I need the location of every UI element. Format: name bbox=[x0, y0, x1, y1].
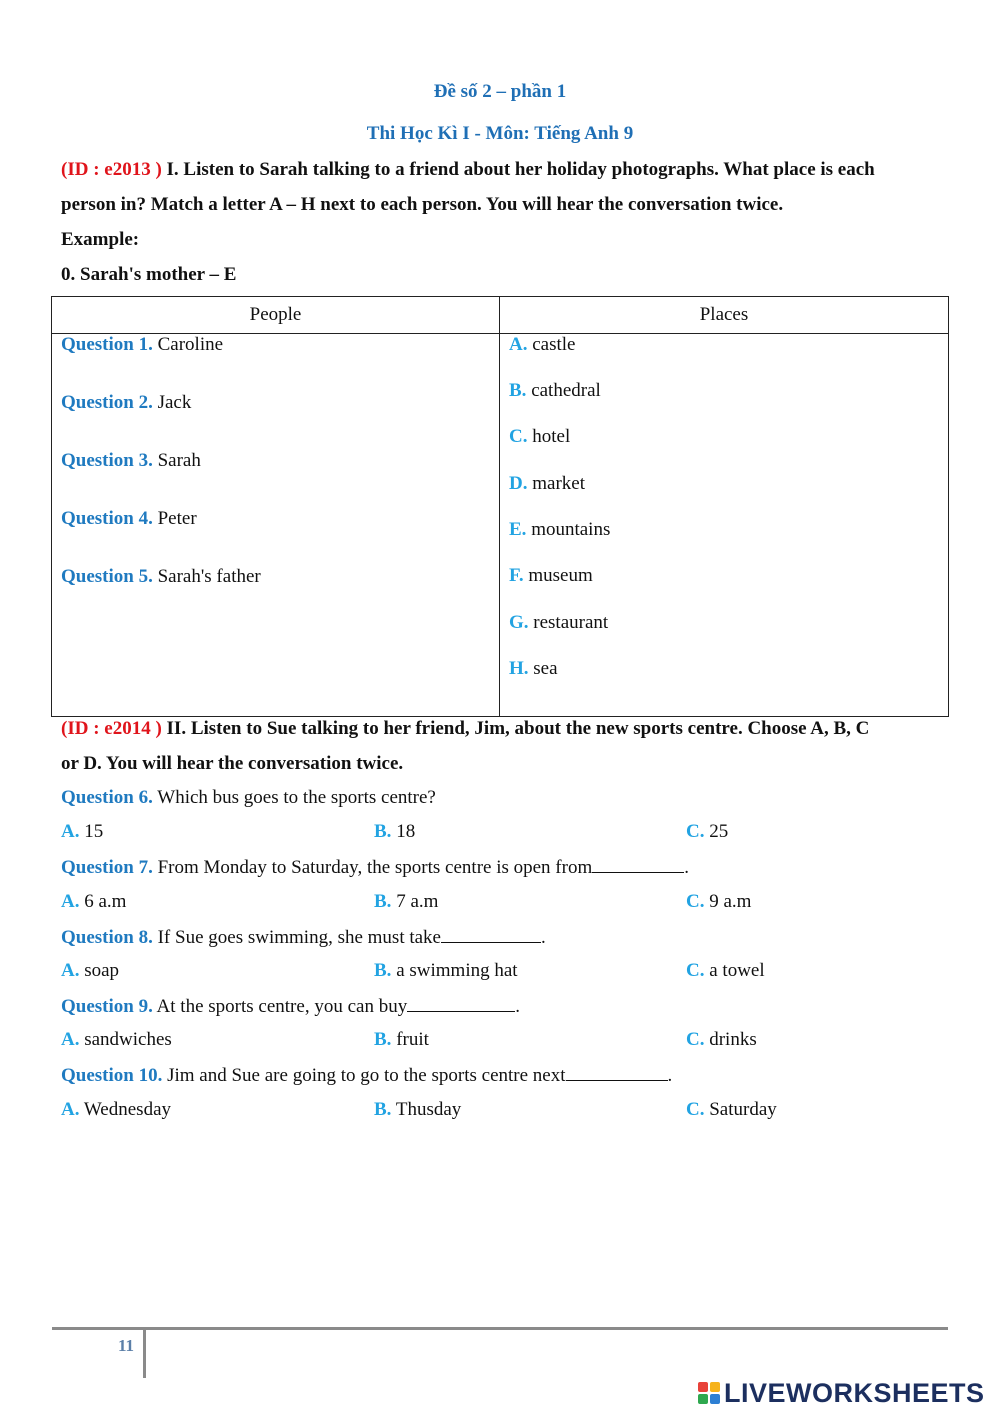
option-letter: B. bbox=[374, 1099, 392, 1120]
place-name: sea bbox=[528, 658, 558, 679]
answer-option[interactable] bbox=[374, 960, 518, 982]
place-item bbox=[509, 565, 593, 587]
answer-blank[interactable] bbox=[566, 1064, 668, 1081]
question-label: Question 7. bbox=[61, 857, 153, 878]
option-text: soap bbox=[79, 960, 120, 981]
section2-instruction-line2: or D. You will hear the conversation twice. bbox=[61, 753, 404, 774]
place-letter: A. bbox=[509, 334, 528, 355]
logo-icon bbox=[698, 1382, 720, 1404]
answer-option[interactable] bbox=[686, 960, 765, 982]
place-item bbox=[509, 380, 601, 402]
question-8 bbox=[61, 926, 546, 949]
answer-option[interactable] bbox=[61, 1029, 172, 1051]
option-text: 7 a.m bbox=[391, 891, 439, 912]
question-label: Question 6. bbox=[61, 787, 153, 808]
person-name: Peter bbox=[152, 508, 197, 529]
place-letter: B. bbox=[509, 380, 527, 401]
answer-option[interactable] bbox=[61, 960, 119, 982]
option-letter: B. bbox=[374, 1029, 392, 1050]
place-letter: E. bbox=[509, 519, 527, 540]
question-6 bbox=[61, 787, 436, 809]
example-label: Example: bbox=[61, 229, 140, 250]
place-name: museum bbox=[523, 565, 593, 586]
question-label: Question 3. bbox=[61, 450, 153, 471]
place-name: castle bbox=[527, 334, 576, 355]
option-letter: C. bbox=[686, 960, 705, 981]
question-punctuation: . bbox=[684, 857, 689, 878]
section1-id: (ID : e2013 ) bbox=[61, 159, 162, 180]
option-text: 18 bbox=[391, 821, 416, 842]
people-item bbox=[61, 450, 201, 472]
answer-blank[interactable] bbox=[407, 995, 515, 1012]
option-text: Wednesday bbox=[79, 1099, 171, 1120]
question-label: Question 10. bbox=[61, 1065, 163, 1086]
answer-option[interactable] bbox=[61, 821, 103, 843]
option-letter: C. bbox=[686, 821, 705, 842]
answer-blank[interactable] bbox=[592, 856, 684, 873]
question-label: Question 9. bbox=[61, 996, 153, 1017]
people-item bbox=[61, 508, 197, 530]
page-number: 11 bbox=[118, 1336, 135, 1355]
person-name: Caroline bbox=[152, 334, 224, 355]
place-item bbox=[509, 519, 610, 541]
option-letter: A. bbox=[61, 960, 80, 981]
exam-subtitle: Thi Học Kì I - Môn: Tiếng Anh 9 bbox=[366, 123, 634, 144]
place-item bbox=[509, 426, 570, 448]
question-punctuation: . bbox=[515, 996, 520, 1017]
place-letter: C. bbox=[509, 426, 528, 447]
people-item bbox=[61, 334, 223, 356]
answer-option[interactable] bbox=[686, 891, 751, 913]
place-name: restaurant bbox=[528, 612, 609, 633]
section1-instruction-line2: person in? Match a letter A – H next to each person. You will hear the conversation twice. bbox=[61, 194, 784, 215]
liveworksheets-logo[interactable] bbox=[698, 1379, 985, 1407]
question-label: Question 8. bbox=[61, 927, 153, 948]
answer-option[interactable] bbox=[61, 891, 126, 913]
logo-square bbox=[710, 1394, 720, 1404]
question-7 bbox=[61, 856, 689, 879]
place-letter: G. bbox=[509, 612, 529, 633]
answer-option[interactable] bbox=[374, 1099, 461, 1121]
answer-option[interactable] bbox=[686, 1029, 757, 1051]
answer-option[interactable] bbox=[374, 891, 438, 913]
section2-instruction-line1 bbox=[61, 718, 869, 740]
option-text: drinks bbox=[704, 1029, 757, 1050]
option-letter: A. bbox=[61, 821, 80, 842]
footer-divider bbox=[52, 1327, 948, 1330]
place-letter: D. bbox=[509, 473, 528, 494]
question-10 bbox=[61, 1064, 672, 1087]
person-name: Jack bbox=[152, 392, 192, 413]
question-label: Question 2. bbox=[61, 392, 153, 413]
matching-table bbox=[51, 296, 949, 717]
place-item bbox=[509, 473, 585, 495]
people-column bbox=[52, 334, 499, 716]
place-name: cathedral bbox=[526, 380, 601, 401]
logo-text: LIVEWORKSHEETS bbox=[724, 1377, 985, 1408]
place-item bbox=[509, 334, 576, 356]
person-name: Sarah bbox=[152, 450, 201, 471]
option-letter: B. bbox=[374, 960, 392, 981]
option-text: 9 a.m bbox=[704, 891, 752, 912]
place-name: market bbox=[527, 473, 585, 494]
example-text: 0. Sarah's mother – E bbox=[61, 264, 237, 285]
footer-vertical-bar bbox=[143, 1330, 146, 1378]
option-text: a swimming hat bbox=[391, 960, 518, 981]
logo-square bbox=[710, 1382, 720, 1392]
option-letter: C. bbox=[686, 1099, 705, 1120]
option-text: 15 bbox=[79, 821, 104, 842]
option-text: fruit bbox=[391, 1029, 429, 1050]
option-letter: B. bbox=[374, 821, 392, 842]
logo-square bbox=[698, 1382, 708, 1392]
section2-instruction-text: II. Listen to Sue talking to her friend, Jim, about the new sports centre. Choose A, B, C bbox=[161, 718, 870, 739]
question-label: Question 5. bbox=[61, 566, 153, 587]
place-item bbox=[509, 612, 608, 634]
place-item bbox=[509, 658, 558, 680]
people-item bbox=[61, 392, 191, 414]
question-text: From Monday to Saturday, the sports centre is open from bbox=[152, 857, 593, 878]
place-letter: F. bbox=[509, 565, 524, 586]
page-title: Đề số 2 – phần 1 bbox=[433, 81, 567, 102]
option-text: 6 a.m bbox=[79, 891, 127, 912]
option-text: 25 bbox=[704, 821, 729, 842]
question-text: Which bus goes to the sports centre? bbox=[152, 787, 436, 808]
answer-option[interactable] bbox=[61, 1099, 171, 1121]
answer-option[interactable] bbox=[374, 1029, 429, 1051]
question-text: If Sue goes swimming, she must take bbox=[152, 927, 441, 948]
section1-instruction-line1 bbox=[61, 159, 875, 181]
question-punctuation: . bbox=[541, 927, 546, 948]
place-name: hotel bbox=[527, 426, 571, 447]
person-name: Sarah's father bbox=[152, 566, 261, 587]
people-header: People bbox=[52, 297, 500, 334]
question-punctuation: . bbox=[667, 1065, 673, 1086]
question-label: Question 1. bbox=[61, 334, 153, 355]
option-text: Thusday bbox=[391, 1099, 462, 1120]
logo-square bbox=[698, 1394, 708, 1404]
option-letter: C. bbox=[686, 891, 705, 912]
option-text: sandwiches bbox=[79, 1029, 172, 1050]
answer-option[interactable] bbox=[686, 821, 728, 843]
option-text: Saturday bbox=[704, 1099, 777, 1120]
option-letter: B. bbox=[374, 891, 392, 912]
section2-id: (ID : e2014 ) bbox=[61, 718, 162, 739]
place-name: mountains bbox=[526, 519, 611, 540]
places-column bbox=[500, 334, 948, 716]
place-letter: H. bbox=[509, 658, 529, 679]
question-label: Question 4. bbox=[61, 508, 153, 529]
option-letter: A. bbox=[61, 1099, 80, 1120]
question-text: At the sports centre, you can buy bbox=[152, 996, 408, 1017]
answer-blank[interactable] bbox=[441, 926, 541, 943]
question-9 bbox=[61, 995, 520, 1018]
question-text: Jim and Sue are going to go to the sports centre next bbox=[162, 1065, 566, 1086]
places-header: Places bbox=[500, 297, 949, 334]
answer-option[interactable] bbox=[686, 1099, 777, 1121]
option-letter: C. bbox=[686, 1029, 705, 1050]
option-letter: A. bbox=[61, 891, 80, 912]
people-item bbox=[61, 566, 261, 588]
option-letter: A. bbox=[61, 1029, 80, 1050]
section1-instruction-text: I. Listen to Sarah talking to a friend about her holiday photographs. What place is each bbox=[161, 159, 875, 180]
answer-option[interactable] bbox=[374, 821, 415, 843]
option-text: a towel bbox=[704, 960, 765, 981]
